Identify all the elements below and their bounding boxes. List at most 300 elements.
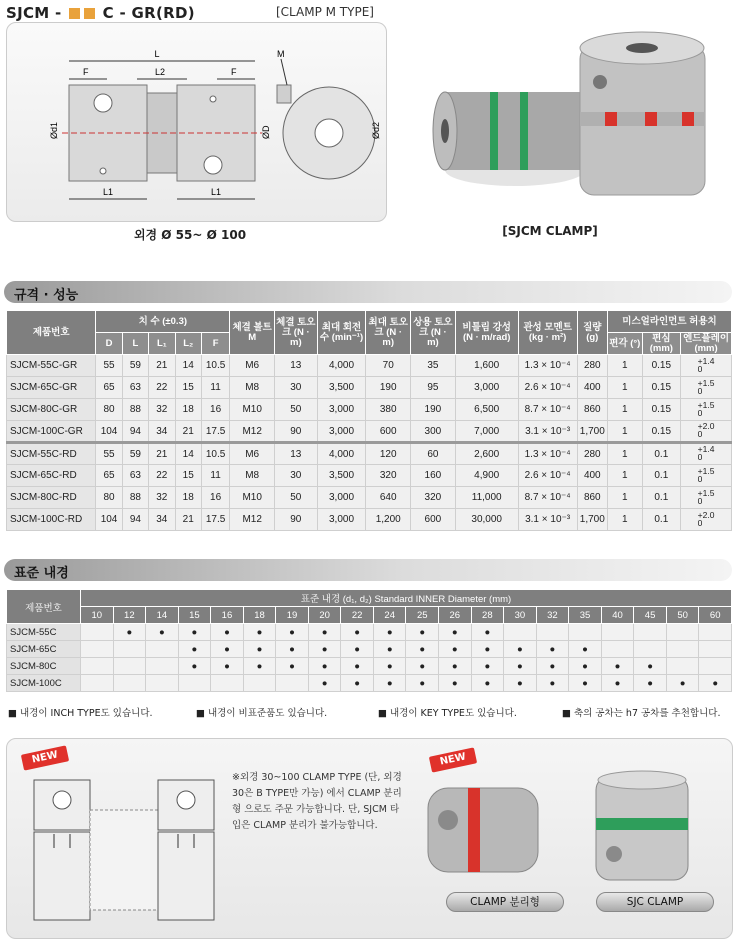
spec-cell-L2: 21	[175, 421, 201, 443]
available-dot-icon: ●	[146, 624, 179, 641]
bolt-hole	[606, 846, 622, 862]
spec-cell-par: 0.1	[642, 443, 681, 465]
spec-cell-rpm: 3,500	[317, 465, 366, 487]
spec-cell-endplay	[681, 509, 732, 531]
available-dot-icon: ●	[308, 641, 341, 658]
spec-cell-D: 80	[96, 399, 122, 421]
available-dot-icon: ●	[308, 675, 341, 692]
inner-diameter-value: 25	[406, 607, 439, 624]
new-badge: NEW	[21, 745, 69, 770]
col-stiffness: 비틀림 강성 (N · m/rad)	[455, 311, 518, 355]
available-dot-icon: ●	[504, 641, 537, 658]
spec-cell-rpm: 4,000	[317, 355, 366, 377]
available-dot-icon: ●	[439, 675, 472, 692]
inner-diameter-header-row	[7, 607, 732, 624]
spec-cell-rpm: 3,000	[317, 487, 366, 509]
inner-diameter-value: 16	[211, 607, 244, 624]
available-dot-icon: ●	[373, 675, 406, 692]
col-inertia: 관성 모멘트 (kg · m²)	[518, 311, 577, 355]
spec-cell-D: 65	[96, 377, 122, 399]
green-spider	[596, 818, 688, 830]
inner-row	[7, 675, 732, 692]
spec-row	[7, 377, 732, 399]
spec-cell-D: 104	[96, 509, 122, 531]
empty-cell	[146, 675, 179, 692]
empty-cell	[666, 658, 699, 675]
clamp-bolt-hole	[94, 94, 112, 112]
bolt-hole	[438, 810, 458, 830]
spec-cell-rated_t: 300	[411, 421, 456, 443]
spec-cell-L1: 22	[149, 465, 175, 487]
inner-diameter-value: 28	[471, 607, 504, 624]
spider-outline	[90, 810, 158, 910]
spec-cell-max_t: 190	[366, 377, 411, 399]
inner-diameter-value: 20	[308, 607, 341, 624]
endplay-upper: +1.5	[697, 377, 715, 388]
spec-cell-par: 0.15	[642, 421, 681, 443]
spec-cell-clamp: 30	[275, 377, 318, 399]
note-key: ■ 내경이 KEY TYPE도 있습니다.	[378, 708, 517, 719]
spec-cell-model: SJCM-65C-GR	[7, 377, 96, 399]
col-misalignment: 미스얼라인먼트 허용치	[608, 311, 732, 333]
available-dot-icon: ●	[569, 641, 602, 658]
label-D: ØD	[261, 125, 271, 139]
available-dot-icon: ●	[373, 624, 406, 641]
spec-row	[7, 509, 732, 531]
spec-cell-clamp: 30	[275, 465, 318, 487]
sjc-clamp-top	[598, 771, 686, 789]
spec-cell-stiff: 6,500	[455, 399, 518, 421]
spec-cell-F: 10.5	[201, 355, 229, 377]
available-dot-icon: ●	[406, 624, 439, 641]
spec-cell-L2: 15	[175, 465, 201, 487]
available-dot-icon: ●	[471, 624, 504, 641]
available-dot-icon: ●	[406, 641, 439, 658]
empty-cell	[81, 675, 114, 692]
dimension-drawing	[7, 23, 388, 223]
label-F-right: F	[231, 67, 237, 77]
clamp-type-label: [CLAMP M TYPE]	[276, 5, 374, 19]
empty-cell	[569, 624, 602, 641]
spec-cell-rpm: 3,000	[317, 509, 366, 531]
spec-cell-inertia: 1.3 × 10⁻⁴	[518, 443, 577, 465]
spec-cell-M: M8	[230, 465, 275, 487]
available-dot-icon: ●	[406, 675, 439, 692]
spec-cell-inertia: 8.7 × 10⁻⁴	[518, 399, 577, 421]
clamp-part-left-body	[34, 832, 90, 920]
available-dot-icon: ●	[243, 624, 276, 641]
clamp-bolt-hole	[53, 791, 71, 809]
spec-cell-L: 88	[122, 487, 148, 509]
available-dot-icon: ●	[439, 658, 472, 675]
spec-row	[7, 355, 732, 377]
available-dot-icon: ●	[536, 675, 569, 692]
col-mass: 질량 (g)	[577, 311, 607, 355]
spec-cell-D: 80	[96, 487, 122, 509]
inner-row-model: SJCM-80C	[7, 658, 81, 675]
spec-cell-max_t: 70	[366, 355, 411, 377]
spec-cell-L1: 21	[149, 355, 175, 377]
clamp-bolt-hole	[204, 156, 222, 174]
coupling-front-body	[445, 92, 585, 170]
spec-cell-ang: 1	[608, 509, 643, 531]
spec-cell-clamp: 13	[275, 355, 318, 377]
empty-cell	[81, 658, 114, 675]
label-L1-right: L1	[211, 187, 222, 197]
spec-cell-L: 94	[122, 509, 148, 531]
title-suffix: C - GR(RD)	[102, 4, 195, 22]
inner-row	[7, 624, 732, 641]
endplay-upper: +2.0	[697, 421, 715, 431]
spec-cell-model: SJCM-65C-RD	[7, 465, 96, 487]
spec-cell-par: 0.15	[642, 377, 681, 399]
label-L2: L2	[155, 67, 166, 77]
spec-cell-model: SJCM-100C-GR	[7, 421, 96, 443]
available-dot-icon: ●	[634, 658, 667, 675]
spec-cell-par: 0.1	[642, 465, 681, 487]
spec-cell-rated_t: 600	[411, 509, 456, 531]
col-D: D	[96, 333, 122, 355]
endplay-tolerance	[698, 511, 715, 527]
available-dot-icon: ●	[308, 658, 341, 675]
spec-cell-F: 10.5	[201, 443, 229, 465]
spec-cell-L: 88	[122, 399, 148, 421]
spec-cell-F: 11	[201, 465, 229, 487]
available-dot-icon: ●	[211, 658, 244, 675]
spec-cell-stiff: 7,000	[455, 421, 518, 443]
available-dot-icon: ●	[439, 641, 472, 658]
empty-cell	[699, 641, 732, 658]
spec-cell-L2: 21	[175, 509, 201, 531]
available-dot-icon: ●	[373, 658, 406, 675]
spec-cell-max_t: 600	[366, 421, 411, 443]
available-dot-icon: ●	[536, 641, 569, 658]
available-dot-icon: ●	[178, 641, 211, 658]
inner-col-model: 제품번호	[7, 590, 81, 624]
spec-cell-endplay	[681, 377, 732, 399]
spec-cell-inertia: 2.6 × 10⁻⁴	[518, 465, 577, 487]
empty-cell	[113, 658, 146, 675]
spec-row	[7, 487, 732, 509]
spec-cell-endplay	[681, 355, 732, 377]
inner-row	[7, 658, 732, 675]
green-spider	[490, 92, 498, 170]
spec-row	[7, 399, 732, 421]
empty-cell	[146, 658, 179, 675]
label-L1-left: L1	[103, 187, 114, 197]
spec-cell-max_t: 1,200	[366, 509, 411, 531]
available-dot-icon: ●	[243, 641, 276, 658]
col-angular: 편각 (°)	[608, 333, 643, 355]
inner-col-diameter: 표준 내경 (d₁, d₂) Standard INNER Diameter (mm)	[81, 590, 732, 607]
inner-diameter-value: 26	[439, 607, 472, 624]
available-dot-icon: ●	[211, 641, 244, 658]
available-dot-icon: ●	[178, 624, 211, 641]
spec-table	[6, 310, 732, 531]
available-dot-icon: ●	[178, 658, 211, 675]
available-dot-icon: ●	[276, 624, 309, 641]
col-dims: 치 수 (±0.3)	[96, 311, 230, 333]
inner-diameter-value: 35	[569, 607, 602, 624]
spec-cell-max_t: 380	[366, 399, 411, 421]
page-title	[6, 4, 195, 22]
available-dot-icon: ●	[113, 624, 146, 641]
empty-cell	[666, 624, 699, 641]
inner-row-model: SJCM-100C	[7, 675, 81, 692]
endplay-lower: 0	[697, 495, 703, 506]
spec-cell-L2: 14	[175, 355, 201, 377]
inner-diameter-value: 15	[178, 607, 211, 624]
spec-cell-D: 104	[96, 421, 122, 443]
spec-section-bar	[4, 281, 732, 303]
spec-cell-M: M6	[230, 355, 275, 377]
empty-cell	[113, 641, 146, 658]
available-dot-icon: ●	[601, 658, 634, 675]
spec-cell-endplay	[681, 487, 732, 509]
spec-cell-M: M10	[230, 487, 275, 509]
endplay-lower: 0	[697, 407, 703, 418]
clamp-bolt-hole	[177, 791, 195, 809]
col-clamp-torque: 체결 토오크 (N · m)	[275, 311, 318, 355]
spec-cell-max_t: 320	[366, 465, 411, 487]
available-dot-icon: ●	[439, 624, 472, 641]
empty-cell	[178, 675, 211, 692]
spec-cell-ang: 1	[608, 355, 643, 377]
spec-cell-mass: 280	[577, 355, 607, 377]
empty-cell	[699, 658, 732, 675]
endplay-tolerance	[698, 379, 715, 395]
inner-diameter-value: 32	[536, 607, 569, 624]
note-inch: ■ 내경이 INCH TYPE도 있습니다.	[8, 708, 153, 719]
spec-cell-rated_t: 60	[411, 443, 456, 465]
spec-cell-F: 16	[201, 487, 229, 509]
spec-cell-M: M12	[230, 421, 275, 443]
endplay-lower: 0	[697, 517, 703, 528]
available-dot-icon: ●	[471, 641, 504, 658]
screw-hole	[210, 96, 216, 102]
spec-cell-par: 0.15	[642, 355, 681, 377]
title-prefix: SJCM -	[6, 4, 62, 22]
spec-cell-stiff: 4,900	[455, 465, 518, 487]
available-dot-icon: ●	[243, 658, 276, 675]
available-dot-icon: ●	[536, 658, 569, 675]
spec-cell-model: SJCM-55C-RD	[7, 443, 96, 465]
spec-cell-L: 94	[122, 421, 148, 443]
inner-diameter-value: 12	[113, 607, 146, 624]
endplay-upper: +1.4	[697, 444, 715, 454]
spec-cell-mass: 860	[577, 487, 607, 509]
empty-cell	[699, 624, 732, 641]
inner-row-model: SJCM-55C	[7, 624, 81, 641]
spec-cell-stiff: 2,600	[455, 443, 518, 465]
clamp-part-right-body	[158, 832, 214, 920]
col-bolt: 체결 볼트 M	[230, 311, 275, 355]
col-max-torque: 최대 토오크 (N · m)	[366, 311, 411, 355]
endplay-lower: 0	[697, 363, 703, 374]
spec-cell-F: 11	[201, 377, 229, 399]
inner-diameter-value: 50	[666, 607, 699, 624]
empty-cell	[601, 641, 634, 658]
label-F-left: F	[83, 67, 89, 77]
inner-diameter-value: 18	[243, 607, 276, 624]
empty-cell	[146, 641, 179, 658]
endplay-tolerance	[698, 467, 715, 483]
col-L2: L₂	[175, 333, 201, 355]
spec-cell-L1: 34	[149, 421, 175, 443]
spec-cell-rpm: 3,500	[317, 377, 366, 399]
col-endplay: 엔드플레이 (mm)	[681, 333, 732, 355]
spec-cell-F: 17.5	[201, 421, 229, 443]
col-F: F	[201, 333, 229, 355]
clamp-photos	[418, 770, 728, 890]
inner-section-bar	[4, 559, 732, 581]
empty-cell	[81, 641, 114, 658]
spec-cell-inertia: 1.3 × 10⁻⁴	[518, 355, 577, 377]
available-dot-icon: ●	[601, 675, 634, 692]
green-spider	[520, 92, 528, 170]
inner-section-title: 표준 내경	[14, 566, 69, 581]
endplay-lower: 0	[697, 385, 703, 396]
endplay-tolerance	[698, 357, 715, 373]
spec-table-body	[7, 355, 732, 531]
spec-cell-ang: 1	[608, 487, 643, 509]
spec-cell-endplay	[681, 443, 732, 465]
spec-cell-clamp: 90	[275, 421, 318, 443]
spec-cell-stiff: 1,600	[455, 355, 518, 377]
endplay-lower: 0	[697, 452, 703, 462]
spec-cell-ang: 1	[608, 421, 643, 443]
spec-cell-ang: 1	[608, 443, 643, 465]
empty-cell	[243, 675, 276, 692]
outer-diameter-caption: 외경 Ø 55~ Ø 100	[133, 228, 247, 242]
spec-cell-inertia: 2.6 × 10⁻⁴	[518, 377, 577, 399]
spec-cell-mass: 400	[577, 465, 607, 487]
spec-cell-L1: 21	[149, 443, 175, 465]
spec-cell-endplay	[681, 465, 732, 487]
separable-clamp-label: CLAMP 분리형	[446, 892, 564, 912]
available-dot-icon: ●	[569, 675, 602, 692]
endplay-upper: +1.5	[697, 487, 715, 498]
spec-cell-clamp: 13	[275, 443, 318, 465]
col-rated-torque: 상용 토오크 (N · m)	[411, 311, 456, 355]
screw-hole	[100, 168, 106, 174]
available-dot-icon: ●	[308, 624, 341, 641]
spec-cell-rated_t: 160	[411, 465, 456, 487]
available-dot-icon: ●	[341, 641, 374, 658]
empty-cell	[536, 624, 569, 641]
spec-row	[7, 465, 732, 487]
available-dot-icon: ●	[276, 658, 309, 675]
spec-cell-F: 17.5	[201, 509, 229, 531]
spec-cell-L: 59	[122, 443, 148, 465]
spec-cell-rpm: 4,000	[317, 443, 366, 465]
spec-cell-inertia: 3.1 × 10⁻³	[518, 421, 577, 443]
note-nonstandard: ■ 내경이 비표준품도 있습니다.	[196, 708, 328, 719]
col-max-rpm: 최대 회전수 (min⁻¹)	[317, 311, 366, 355]
spec-cell-clamp: 50	[275, 487, 318, 509]
endplay-upper: +1.5	[697, 465, 715, 476]
inner-diameter-value: 45	[634, 607, 667, 624]
spec-cell-endplay	[681, 421, 732, 443]
spec-cell-par: 0.1	[642, 509, 681, 531]
leader-M	[281, 59, 287, 85]
inner-diameter-table	[6, 589, 732, 692]
endplay-tolerance	[698, 489, 715, 505]
inner-diameter-value: 40	[601, 607, 634, 624]
end-view-clamp-bolt	[277, 85, 291, 103]
spec-cell-rated_t: 35	[411, 355, 456, 377]
spec-cell-ang: 1	[608, 399, 643, 421]
inner-row-model: SJCM-65C	[7, 641, 81, 658]
spec-cell-clamp: 50	[275, 399, 318, 421]
spec-cell-model: SJCM-100C-RD	[7, 509, 96, 531]
empty-cell	[113, 675, 146, 692]
spec-cell-mass: 400	[577, 377, 607, 399]
product-photo	[420, 30, 720, 220]
placeholder-square	[69, 8, 80, 19]
inner-diameter-value: 30	[504, 607, 537, 624]
end-view-bore	[315, 119, 343, 147]
spec-cell-endplay	[681, 399, 732, 421]
spec-cell-max_t: 120	[366, 443, 411, 465]
spec-cell-rated_t: 190	[411, 399, 456, 421]
empty-cell	[81, 624, 114, 641]
empty-cell	[634, 641, 667, 658]
red-spider	[468, 788, 480, 872]
available-dot-icon: ●	[341, 624, 374, 641]
available-dot-icon: ●	[634, 675, 667, 692]
clamp-drawing	[24, 770, 224, 930]
spec-cell-mass: 1,700	[577, 421, 607, 443]
spec-cell-mass: 1,700	[577, 509, 607, 531]
clamp-screw	[593, 75, 607, 89]
inner-diameter-value: 14	[146, 607, 179, 624]
spec-cell-M: M12	[230, 509, 275, 531]
label-M: M	[277, 49, 285, 59]
red-spider	[682, 112, 694, 126]
endplay-upper: +2.0	[697, 509, 715, 520]
spec-cell-clamp: 90	[275, 509, 318, 531]
label-L: L	[154, 49, 160, 59]
spec-cell-L1: 34	[149, 509, 175, 531]
empty-cell	[211, 675, 244, 692]
spec-cell-model: SJCM-80C-RD	[7, 487, 96, 509]
endplay-lower: 0	[697, 473, 703, 484]
spec-section-title: 규격 · 성능	[14, 288, 79, 303]
empty-cell	[666, 641, 699, 658]
spec-cell-stiff: 3,000	[455, 377, 518, 399]
col-L1: L₁	[149, 333, 175, 355]
inner-diameter-value: 22	[341, 607, 374, 624]
col-L: L	[122, 333, 148, 355]
spec-cell-D: 55	[96, 355, 122, 377]
available-dot-icon: ●	[341, 658, 374, 675]
spec-cell-L: 63	[122, 377, 148, 399]
red-spider	[645, 112, 657, 126]
dimension-drawing-panel	[6, 22, 387, 222]
spec-cell-mass: 280	[577, 443, 607, 465]
spec-cell-stiff: 30,000	[455, 509, 518, 531]
placeholder-square	[84, 8, 95, 19]
inner-diameter-value: 10	[81, 607, 114, 624]
endplay-tolerance	[698, 422, 715, 438]
available-dot-icon: ●	[406, 658, 439, 675]
spec-cell-ang: 1	[608, 465, 643, 487]
sjc-clamp-label: SJC CLAMP	[596, 892, 714, 912]
spec-cell-mass: 860	[577, 399, 607, 421]
spec-cell-inertia: 3.1 × 10⁻³	[518, 509, 577, 531]
spec-cell-inertia: 8.7 × 10⁻⁴	[518, 487, 577, 509]
